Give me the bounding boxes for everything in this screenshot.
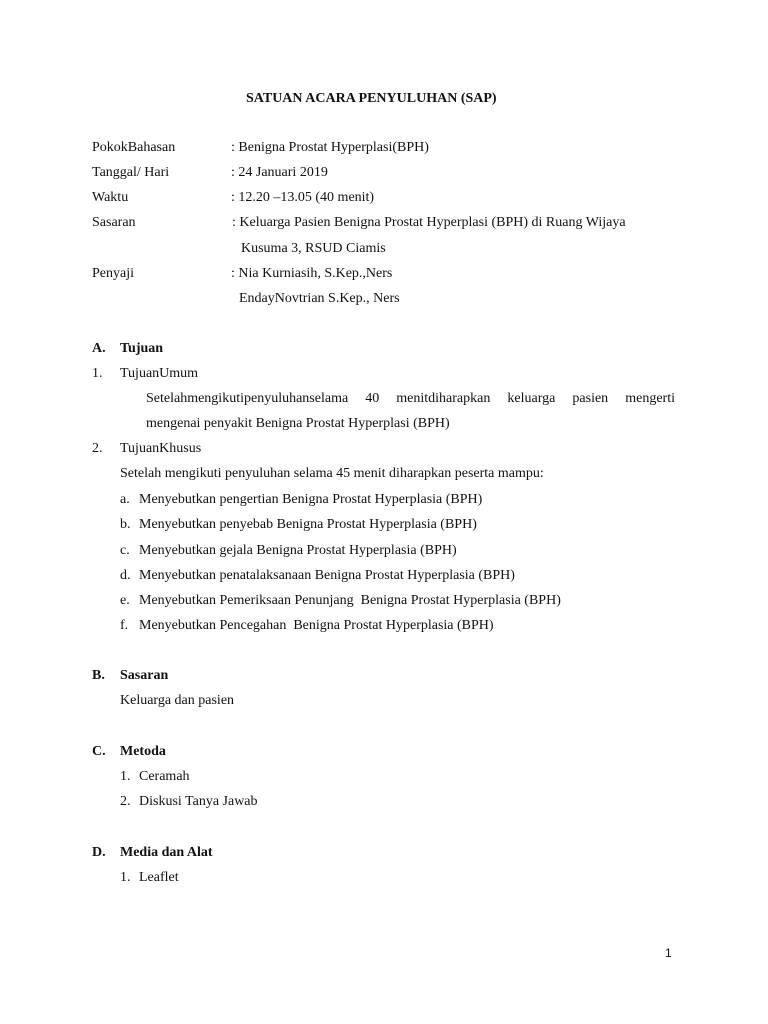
info-value-tanggal: : 24 Januari 2019 [231,165,328,180]
section-c-letter: C. [92,744,106,759]
tujuan-khusus-title: TujuanKhusus [120,441,202,456]
list-item-number: 1. [120,769,131,784]
list-item-letter: b. [120,517,131,532]
list-item-text: Menyebutkan pengertian Benigna Prostat Hyperplasia (BPH) [139,492,483,507]
document-title: SATUAN ACARA PENYULUHAN (SAP) [246,91,497,106]
page-number: 1 [665,946,672,960]
tujuan-khusus-number: 2. [92,441,103,456]
list-item-letter: f. [120,618,129,633]
list-item-text: Diskusi Tanya Jawab [139,794,258,809]
info-value-pokok-bahasan: : Benigna Prostat Hyperplasi(BPH) [231,140,429,155]
list-item-letter: d. [120,568,131,583]
section-a-letter: A. [92,341,106,356]
info-value-penyaji-cont: EndayNovtrian S.Kep., Ners [239,291,400,306]
info-label-waktu: Waktu [92,190,129,205]
list-item-text: Ceramah [139,769,190,784]
info-value-sasaran: : Keluarga Pasien Benigna Prostat Hyperplasi (BPH) di Ruang Wijaya [232,215,626,230]
list-item-text: Menyebutkan Pencegahan Benigna Prostat Hyperplasia (BPH) [139,618,494,633]
info-label-sasaran: Sasaran [92,215,136,230]
list-item-text: Menyebutkan penyebab Benigna Prostat Hyperplasia (BPH) [139,517,477,532]
info-label-pokok-bahasan: PokokBahasan [92,140,176,155]
tujuan-khusus-intro: Setelah mengikuti penyuluhan selama 45 menit diharapkan peserta mampu: [120,466,544,481]
section-d-heading: Media dan Alat [120,845,213,860]
list-item-text: Leaflet [139,870,179,885]
info-label-tanggal: Tanggal/ Hari [92,165,170,180]
list-item-letter: a. [120,492,130,507]
section-a-heading: Tujuan [120,341,164,356]
info-value-penyaji: : Nia Kurniasih, S.Kep.,Ners [231,266,393,281]
section-b-text: Keluarga dan pasien [120,693,235,708]
list-item-number: 2. [120,794,131,809]
list-item-text: Menyebutkan gejala Benigna Prostat Hyperplasia (BPH) [139,543,457,558]
info-value-waktu: : 12.20 –13.05 (40 menit) [231,190,375,205]
list-item-letter: e. [120,593,130,608]
info-value-sasaran-cont: Kusuma 3, RSUD Ciamis [241,241,386,256]
tujuan-umum-text-line2: mengenai penyakit Benigna Prostat Hyperplasi (BPH) [146,416,450,431]
section-c-heading: Metoda [120,744,166,759]
section-b-letter: B. [92,668,105,683]
section-d-letter: D. [92,845,106,860]
tujuan-umum-text-line1: Setelahmengikutipenyuluhanselama 40 menitdiharapkan keluarga pasien mengerti [146,391,675,406]
list-item-text: Menyebutkan Pemeriksaan Penunjang Benigna Prostat Hyperplasia (BPH) [139,593,561,608]
tujuan-umum-title: TujuanUmum [120,366,199,381]
list-item-text: Menyebutkan penatalaksanaan Benigna Prostat Hyperplasia (BPH) [139,568,515,583]
tujuan-umum-number: 1. [92,366,103,381]
list-item-number: 1. [120,870,131,885]
list-item-letter: c. [120,543,130,558]
section-b-heading: Sasaran [120,668,169,683]
info-label-penyaji: Penyaji [92,266,134,281]
